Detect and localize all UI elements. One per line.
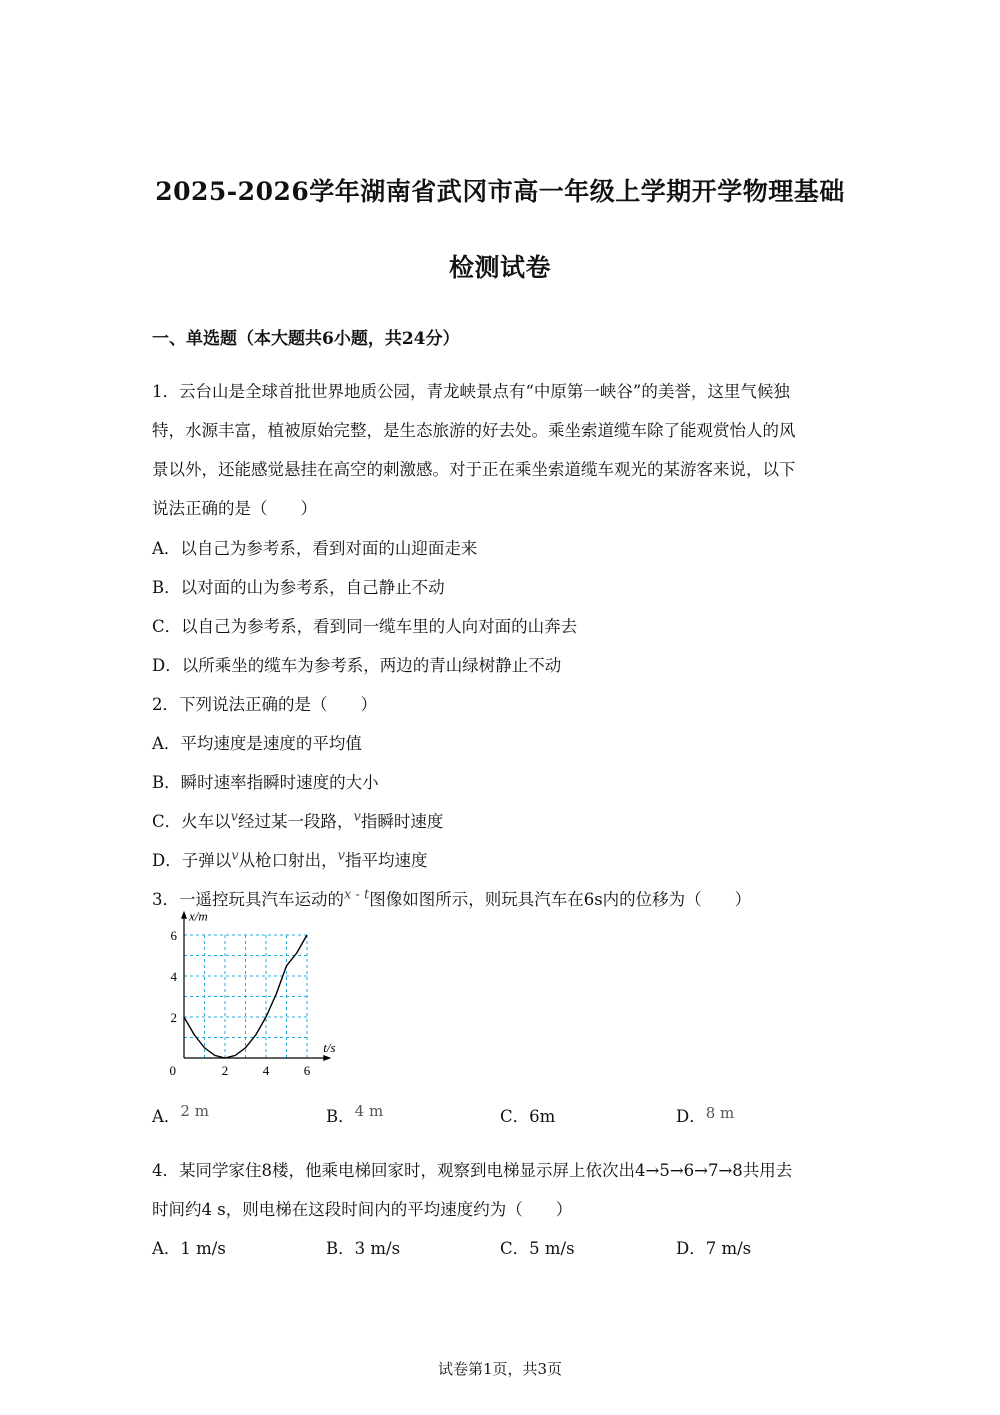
q2-c-symbol-v1: v xyxy=(230,809,238,825)
q2-d-symbol-v2: v xyxy=(337,848,345,864)
x-tick-label: 2 xyxy=(221,1063,229,1078)
q3-option-a-value: 2 m xyxy=(180,1102,209,1120)
q3-stem xyxy=(152,886,751,910)
q4-option-a: A．1 m/s xyxy=(152,1239,226,1258)
q2-option-a: A．平均速度是速度的平均值 xyxy=(152,734,362,753)
y-tick-label: 4 xyxy=(170,969,177,984)
q4-line-2: 时间约4 s，则电梯在这段时间内的平均速度约为（ ） xyxy=(152,1200,573,1219)
q4-option-c: C．5 m/s xyxy=(500,1239,575,1258)
x-tick-label: 6 xyxy=(303,1063,311,1078)
page-footer: 试卷第1页，共3页 xyxy=(437,1360,563,1378)
y-axis-arrow xyxy=(181,911,187,919)
q1-line-4: 说法正确的是（ ） xyxy=(152,499,317,518)
q3-option-d-letter: D． xyxy=(676,1107,706,1126)
exam-title-line2: 检测试卷 xyxy=(448,253,551,282)
q1-line-3: 景以外，还能感觉悬挂在高空的刺激感。对于正在乘坐索道缆车观光的某游客来说，以下 xyxy=(152,460,796,479)
x-axis-arrow xyxy=(323,1055,331,1061)
section-heading: 一、单选题（本大题共6小题，共24分） xyxy=(152,329,460,349)
q3-option-d-value: 8 m xyxy=(705,1104,735,1122)
q3-option-b-value: 4 m xyxy=(354,1102,384,1120)
q2-d-symbol-v1: v xyxy=(231,848,239,864)
q3-option-a-letter: A． xyxy=(152,1107,181,1126)
q1-option-b: B．以对面的山为参考系，自己静止不动 xyxy=(152,578,445,597)
exam-title-line1: 2025-2026学年湖南省武冈市高一年级上学期开学物理基础 xyxy=(155,177,845,206)
q3-option-b xyxy=(326,1103,383,1127)
q3-text-2: 图像如图所示，则玩具汽车在6s内的位移为（ ） xyxy=(369,890,752,909)
q2-c-text-3: 指瞬时速度 xyxy=(360,812,444,831)
q2-d-text-2: 从枪口射出， xyxy=(238,851,338,870)
q3-option-a xyxy=(152,1103,209,1127)
q3-option-c-letter: C． xyxy=(500,1107,530,1126)
q2-c-text-1: C．火车以 xyxy=(152,812,231,831)
q3-option-c xyxy=(500,1103,555,1127)
q1-option-a: A．以自己为参考系，看到对面的山迎面走来 xyxy=(152,539,478,558)
q2-option-c xyxy=(152,808,443,832)
x-tick-label: 4 xyxy=(262,1063,270,1078)
y-axis-label: x/m xyxy=(189,908,208,924)
q3-option-c-value: 6m xyxy=(529,1107,556,1126)
q1-line-2: 特，水源丰富，植被原始完整，是生态旅游的好去处。乘坐索道缆车除了能观赏怡人的风 xyxy=(152,421,796,440)
xt-graph xyxy=(160,908,360,1080)
y-tick-label: 2 xyxy=(170,1010,177,1025)
q2-stem: 2．下列说法正确的是（ ） xyxy=(152,695,377,714)
q1-option-c: C．以自己为参考系，看到同一缆车里的人向对面的山奔去 xyxy=(152,617,578,636)
q2-d-text-1: D．子弹以 xyxy=(152,851,232,870)
q4-line-1: 4．某同学家住8楼，他乘电梯回家时，观察到电梯显示屏上依次出4→5→6→7→8共用去 xyxy=(152,1161,793,1180)
q3-text-1: 3．一遥控玩具汽车运动的 xyxy=(152,890,344,909)
origin-label: 0 xyxy=(169,1063,176,1078)
q3-symbol-xt: x - t xyxy=(344,887,370,903)
q1-line-1: 1．云台山是全球首批世界地质公园，青龙峡景点有“中原第一峡谷”的美誉，这里气候独 xyxy=(152,382,790,401)
q2-option-b: B．瞬时速率指瞬时速度的大小 xyxy=(152,773,379,792)
q3-option-d xyxy=(676,1103,734,1127)
q4-option-b: B．3 m/s xyxy=(326,1239,401,1258)
x-axis-label: t/s xyxy=(323,1040,336,1055)
q3-option-b-letter: B． xyxy=(326,1107,355,1126)
q4-option-d: D．7 m/s xyxy=(676,1239,752,1258)
q2-c-text-2: 经过某一段路， xyxy=(237,812,354,831)
y-tick-label: 6 xyxy=(170,928,177,943)
q2-c-symbol-v2: v xyxy=(353,809,361,825)
q1-option-d: D．以所乘坐的缆车为参考系，两边的青山绿树静止不动 xyxy=(152,656,562,675)
q2-option-d xyxy=(152,847,427,871)
q2-d-text-3: 指平均速度 xyxy=(344,851,428,870)
